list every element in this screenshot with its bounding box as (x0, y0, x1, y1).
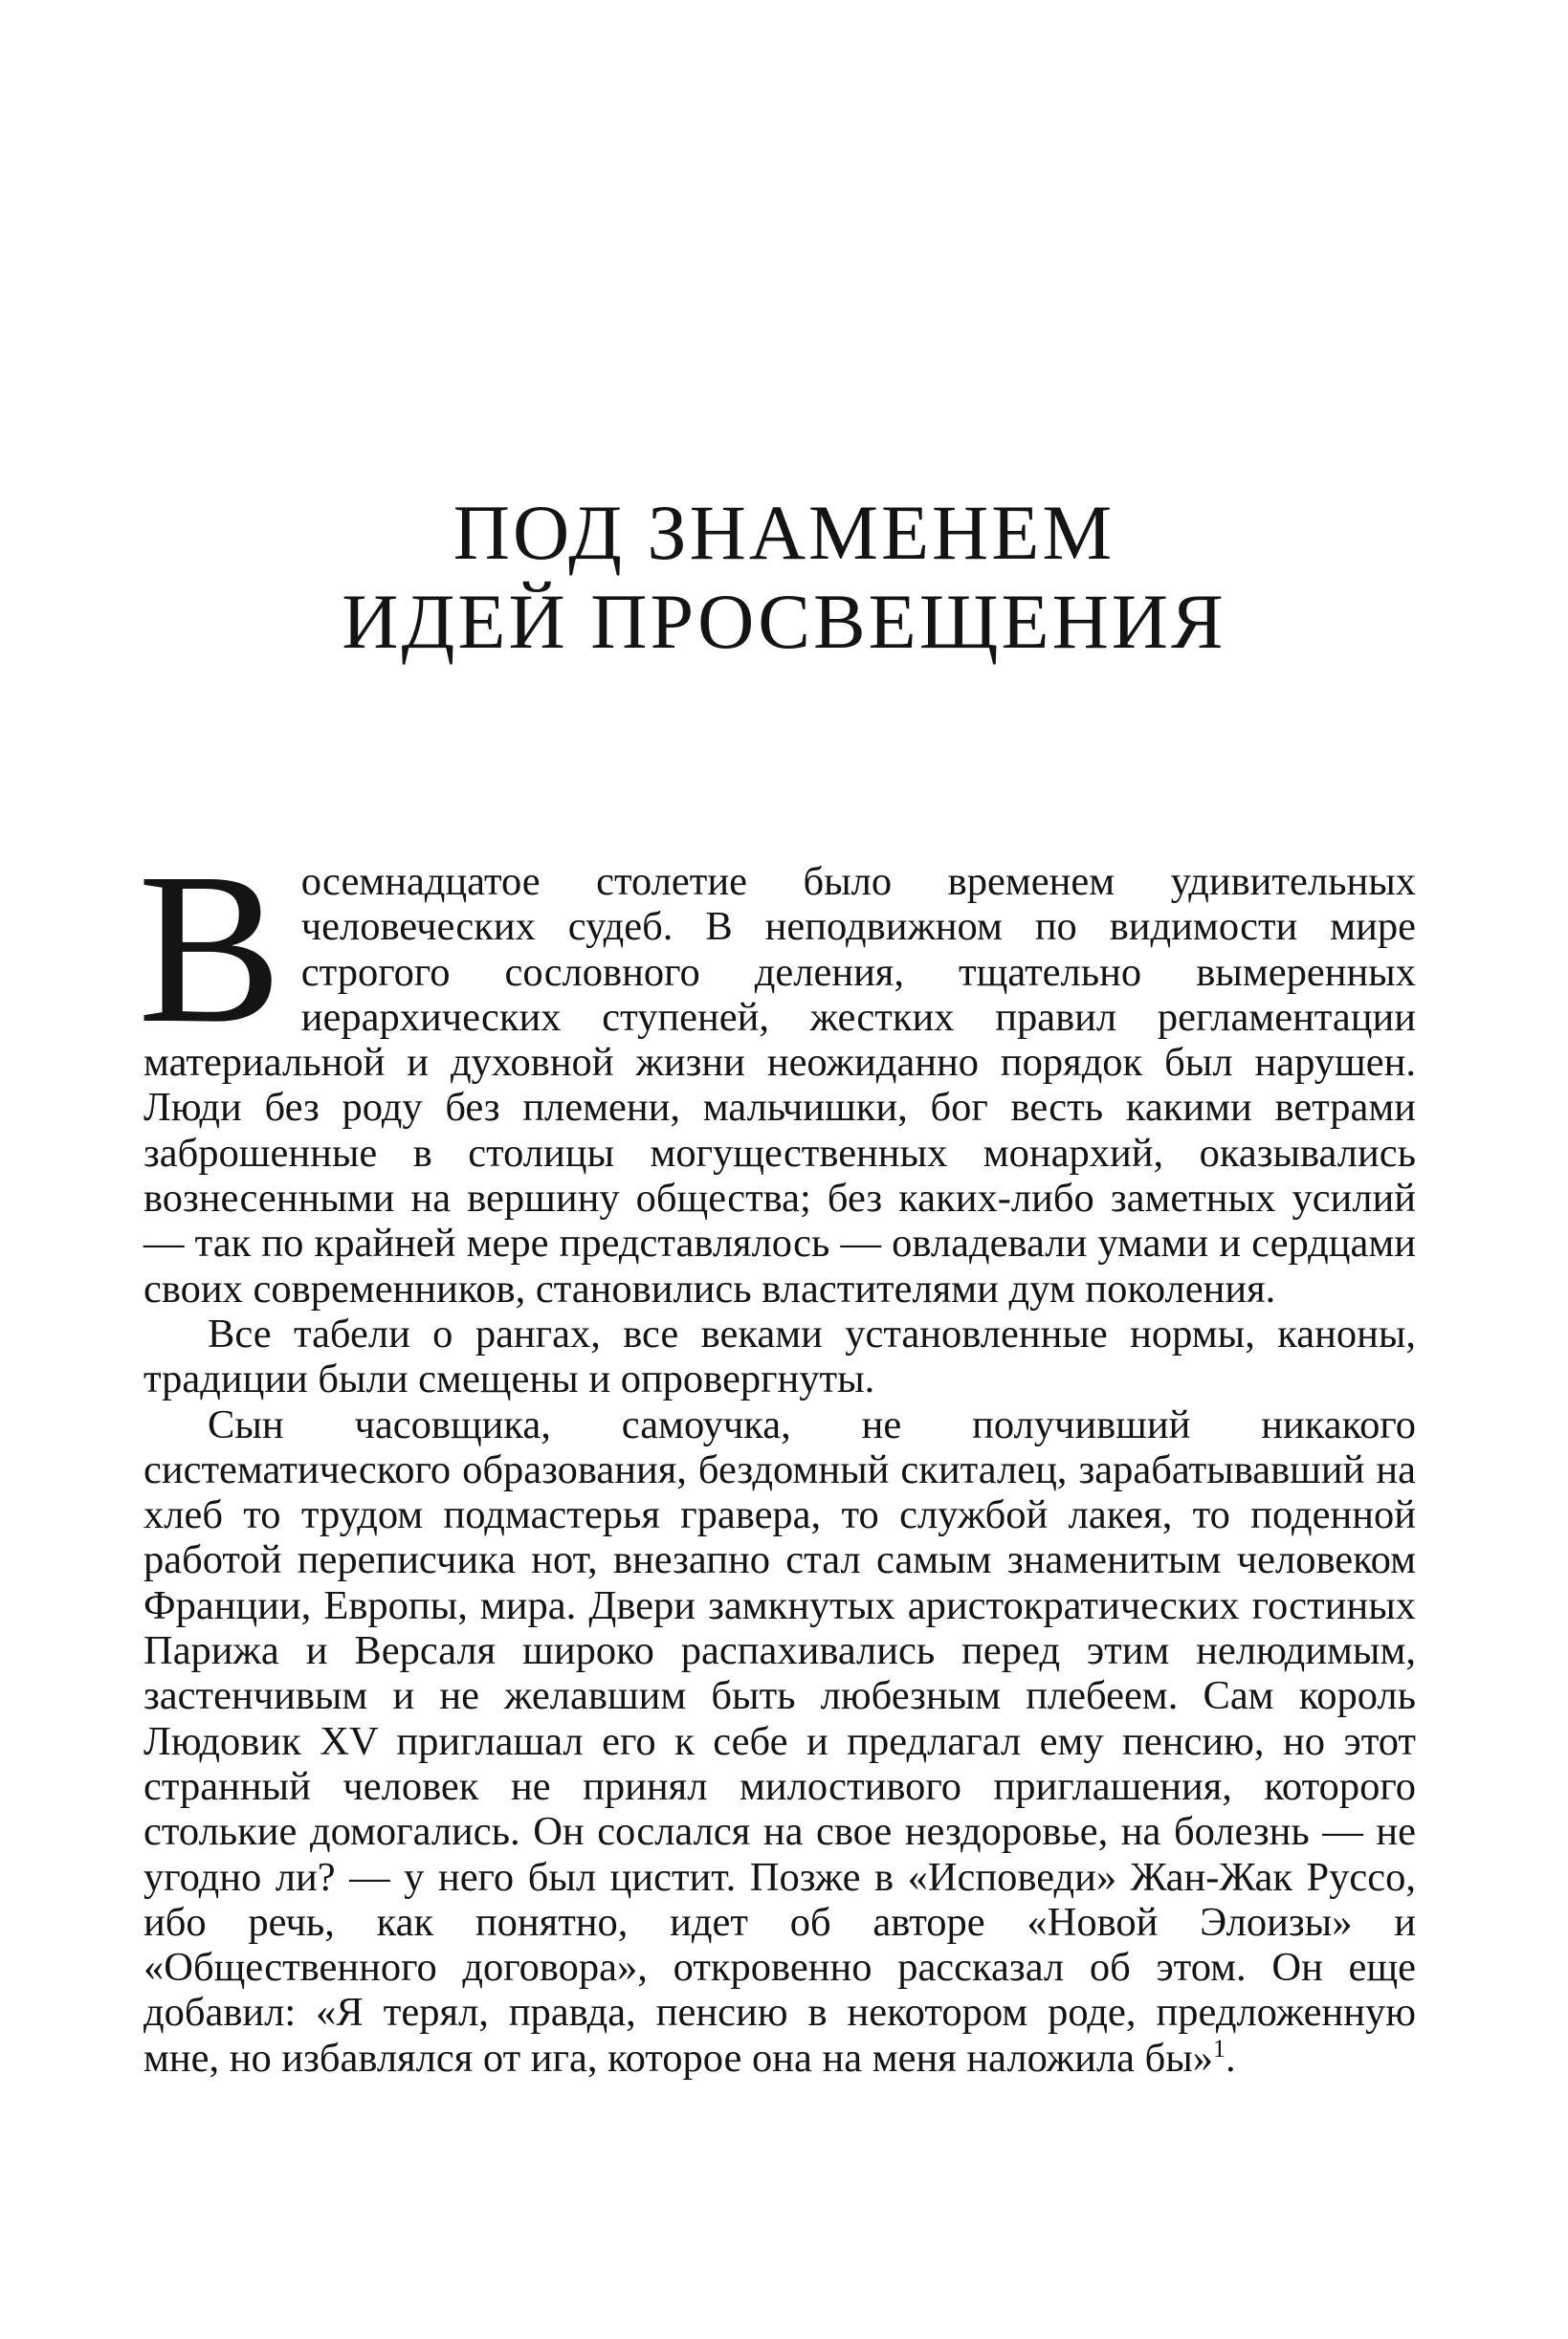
paragraph-3-text: Сын часовщика, самоучка, не получивший никакого систематического образования, бездомный скиталец, зарабатывавший на хлеб то трудом подмастерья гравера, то службой лакея, то поденной работой переписчика нот, внезапно стал самым знаменитым человеком Франции, Европы, мира. Двери замкнутых аристократических гостиных Парижа и Версаля широко распахивались перед этим нелюдимым, застенчивым и не желавшим быть любезным плебеем. Сам король Людовик XV приглашал его к себе и предлагал ему пенсию, но этот странный человек не принял милостивого приглашения, которого столькие домогались. Он сослался на свое нездоровье, на болезнь — не угодно ли? — у него был цистит. Позже в «Исповеди» Жан-Жак Руссо, ибо речь, как понятно, идет об авторе «Новой Элоизы» и «Общественного договора», откровенно рассказал об этом. Он еще добавил: «Я терял, правда, пенсию в некотором роде, предложенную мне, но избавлялся от ига, которое она на меня наложила бы» (144, 1401, 1416, 2081)
paragraph-3 (144, 1402, 1416, 2081)
paragraph-1 (138, 828, 1416, 1312)
chapter-title-line-1: ПОД ЗНАМЕНЕМ (453, 489, 1115, 576)
footnote-reference[interactable]: 1 (1213, 2034, 1226, 2063)
chapter-title-line-2: ИДЕЙ ПРОСВЕЩЕНИЯ (342, 578, 1226, 666)
paragraph-3-end: . (1226, 2035, 1236, 2081)
paragraph-1-text: осемнадцатое столетие было временем удивительных человеческих судеб. В неподвижном по видимости мире строгого сословного деления, тщательно вымеренных иерархических ступеней, жестких правил регламентации материальной и духовной жизни неожиданно порядок был нарушен. Люди без роду без племени, мальчишки, бог весть какими ветрами заброшенные в столицы могущественных монархий, оказывались вознесенными на вершину общества; без каких-либо заметных усилий — так по крайней мере представлялось — овладевали умами и сердцами своих современников, становились властителями дум поколения. (144, 859, 1416, 1312)
chapter-title (0, 488, 1568, 667)
chapter-body (138, 828, 1416, 2081)
paragraph-2: Все табели о рангах, все веками установленные нормы, каноны, традиции были смещены и опровергнуты. (144, 1311, 1416, 1402)
drop-cap: В (138, 828, 282, 1068)
